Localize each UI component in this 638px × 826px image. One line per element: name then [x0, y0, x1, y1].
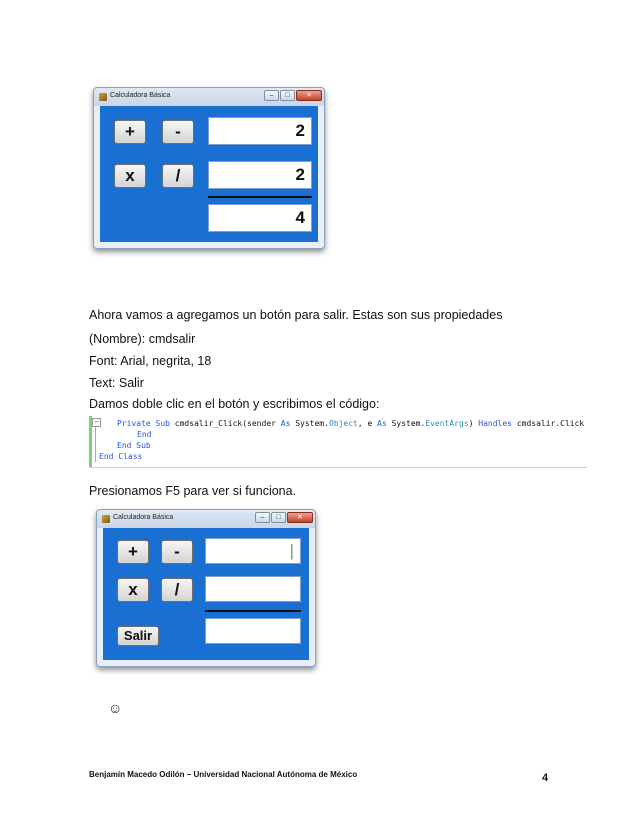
first-number-input[interactable]: 2 — [208, 117, 312, 145]
footer-author: Benjamín Macedo Odilón – Universidad Nacional Autónoma de México — [89, 770, 358, 779]
result-divider — [205, 610, 301, 612]
second-number-input[interactable]: 2 — [208, 161, 312, 189]
paragraph-intro: Ahora vamos a agregamos un botón para salir. Estas son sus propiedades — [89, 308, 503, 322]
divide-button[interactable]: / — [161, 578, 193, 602]
first-number-input[interactable]: | — [205, 538, 301, 564]
code-line-1 — [117, 419, 584, 428]
code-token: , e — [357, 419, 378, 428]
calculator-window-1 — [93, 87, 325, 249]
code-line-3: End Sub — [117, 441, 151, 450]
subtract-button[interactable]: - — [162, 120, 194, 144]
paragraph-font-property: Font: Arial, negrita, 18 — [89, 354, 212, 368]
code-token: System. — [290, 419, 329, 428]
minimize-button[interactable]: – — [264, 90, 279, 101]
paragraph-text-property: Text: Salir — [89, 376, 144, 390]
app-icon — [102, 515, 110, 523]
multiply-button[interactable]: x — [114, 164, 146, 188]
page-number: 4 — [542, 772, 549, 784]
add-button[interactable]: + — [114, 120, 146, 144]
smiley-icon: ☺ — [108, 700, 123, 716]
multiply-button[interactable]: x — [117, 578, 149, 602]
paragraph-name-property: (Nombre): cmdsalir — [89, 332, 196, 346]
window-titlebar — [97, 510, 315, 528]
second-number-input[interactable] — [205, 576, 301, 602]
code-line-2: End — [137, 430, 152, 439]
app-icon — [99, 93, 107, 101]
paragraph-run: Presionamos F5 para ver si funciona. — [89, 484, 297, 498]
close-button[interactable]: ✕ — [287, 512, 313, 523]
code-token: cmdsalir_Click(sender — [169, 419, 281, 428]
code-token: ) — [468, 419, 479, 428]
minimize-button[interactable]: – — [255, 512, 270, 523]
code-token: EventArgs — [425, 419, 469, 428]
result-input[interactable]: 4 — [208, 204, 312, 232]
window-title: Calculadora Básica — [110, 92, 171, 99]
code-snippet — [89, 416, 587, 468]
code-token: System. — [386, 419, 426, 428]
close-button[interactable]: ✕ — [296, 90, 322, 101]
maximize-button[interactable]: □ — [280, 90, 295, 101]
window-client-area — [103, 528, 309, 660]
window-title: Calculadora Básica — [113, 514, 174, 521]
code-token: Handles — [478, 419, 512, 428]
code-bottom-border — [89, 467, 587, 468]
outline-guide — [95, 426, 96, 462]
divide-button[interactable]: / — [162, 164, 194, 188]
code-line-4: End Class — [99, 452, 143, 461]
window-client-area — [100, 106, 318, 242]
code-token: As — [377, 419, 387, 428]
result-divider — [208, 196, 312, 198]
code-token: cmdsalir.Click — [512, 419, 585, 428]
add-button[interactable]: + — [117, 540, 149, 564]
code-token: As — [280, 419, 291, 428]
calculator-window-2 — [96, 509, 316, 667]
code-token: Object — [328, 419, 358, 428]
code-token: Private Sub — [117, 419, 170, 428]
maximize-button[interactable]: □ — [271, 512, 286, 523]
subtract-button[interactable]: - — [161, 540, 193, 564]
window-titlebar — [94, 88, 324, 106]
paragraph-code-intro: Damos doble clic en el botón y escribimos el código: — [89, 397, 380, 411]
collapse-icon[interactable]: − — [92, 418, 101, 427]
exit-button[interactable]: Salir — [117, 626, 159, 646]
result-input[interactable] — [205, 618, 301, 644]
